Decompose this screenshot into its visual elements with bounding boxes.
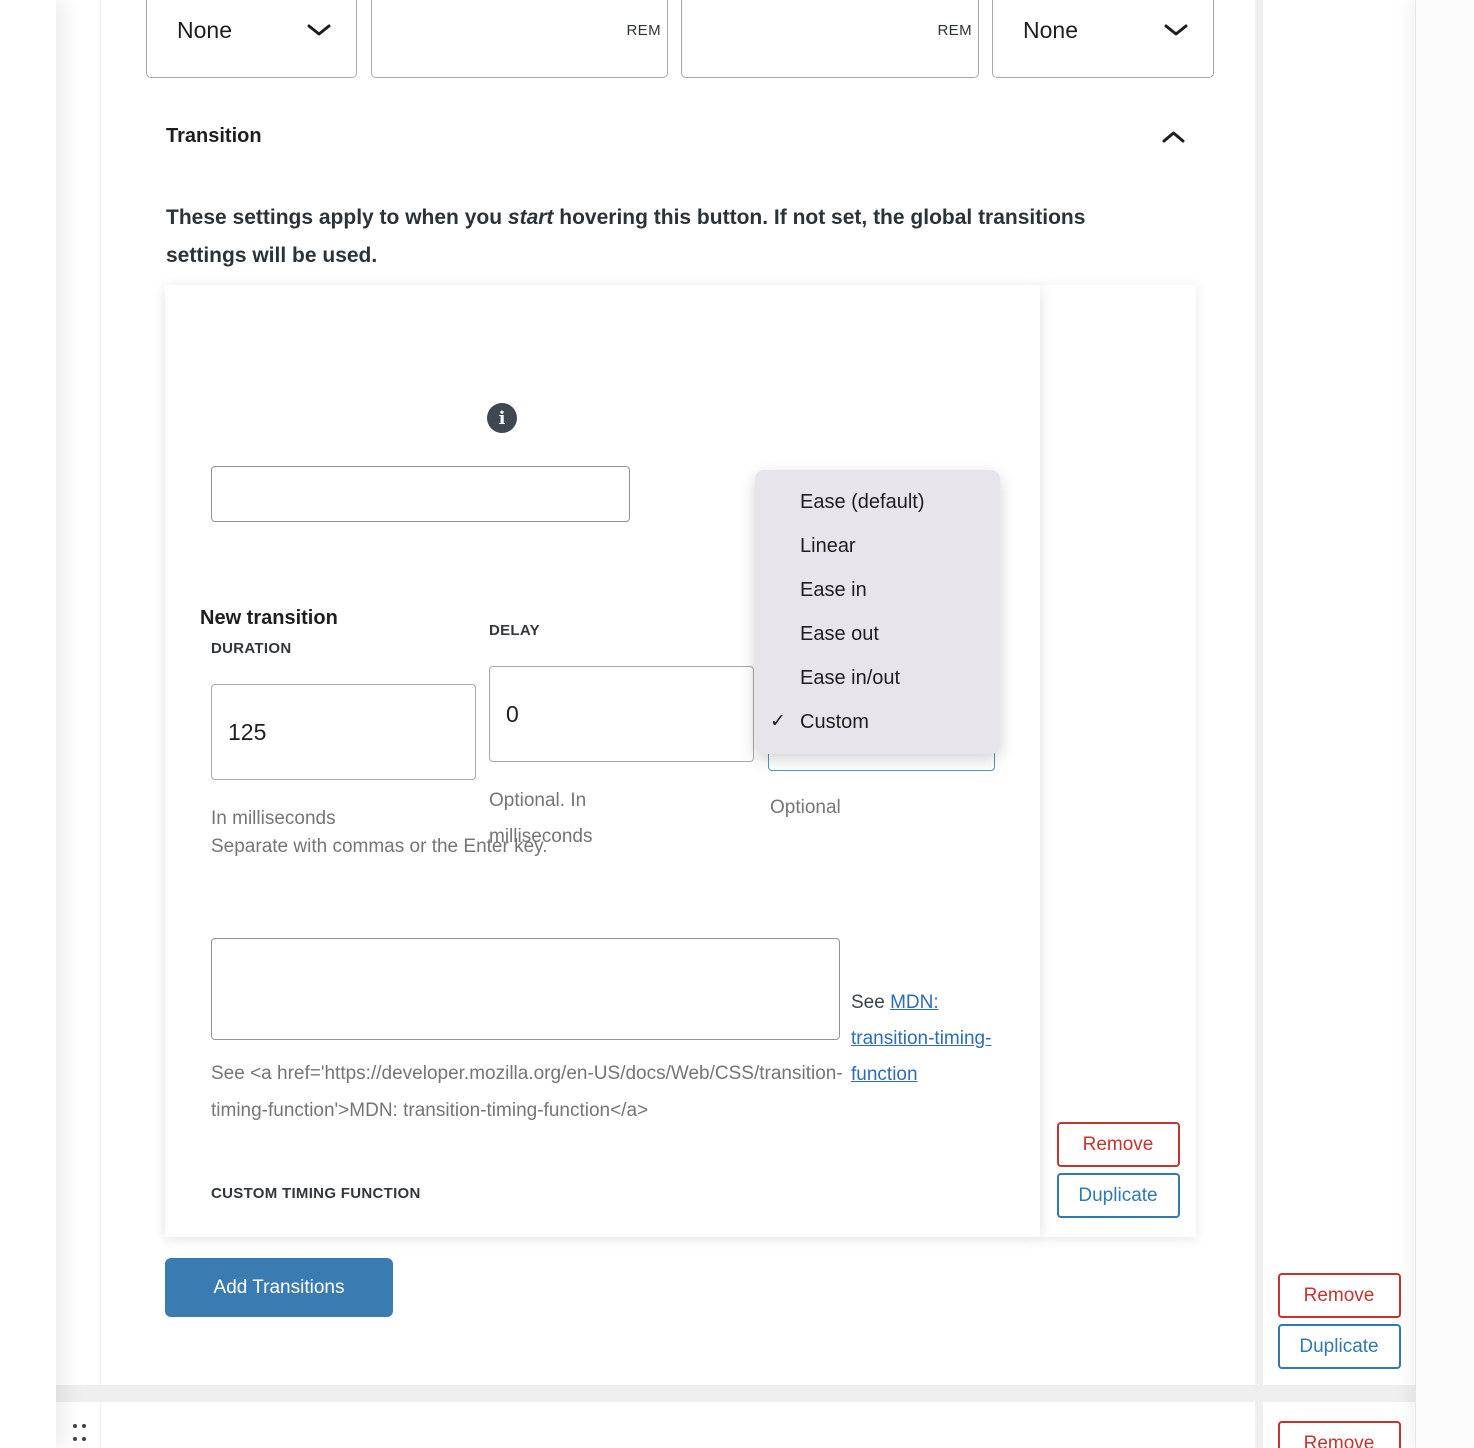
chevron-down-icon bbox=[306, 23, 332, 37]
duplicate-row-button[interactable]: Duplicate bbox=[1278, 1324, 1401, 1369]
info-icon[interactable]: i bbox=[487, 403, 517, 433]
editor-left-panel bbox=[0, 0, 56, 1448]
chevron-down-icon bbox=[1163, 23, 1189, 37]
custom-timing-input[interactable] bbox=[211, 938, 840, 1040]
option-label: Ease (default) bbox=[800, 491, 925, 513]
side-note-text: See bbox=[851, 992, 891, 1013]
dropdown-option-ease-out[interactable] bbox=[755, 612, 1000, 656]
rem-input-1[interactable] bbox=[371, 0, 668, 78]
description-emphasis: start bbox=[507, 206, 554, 229]
rem-unit-label: REM bbox=[626, 21, 661, 39]
duplicate-transition-button[interactable]: Duplicate bbox=[1057, 1173, 1180, 1218]
dropdown-option-linear[interactable] bbox=[755, 524, 1000, 568]
transition-item-actions bbox=[1040, 285, 1196, 1237]
custom-timing-help: See <a href='https://developer.mozilla.org/en-US/docs/Web/CSS/transition-timing-function'>MDN: transition-timing-function</a> bbox=[211, 1063, 843, 1121]
settings-card bbox=[101, 1402, 1255, 1448]
option-label: Ease in/out bbox=[800, 667, 901, 689]
option-label: Custom bbox=[800, 711, 869, 733]
remove-row-button[interactable]: Remove bbox=[1278, 1273, 1401, 1318]
row-actions bbox=[1263, 1402, 1415, 1448]
remove-row-button[interactable]: Remove bbox=[1278, 1421, 1401, 1448]
unit-select-right-value: None bbox=[1023, 16, 1078, 43]
drag-gutter bbox=[56, 1402, 100, 1448]
description-text: These settings apply to when you bbox=[166, 206, 508, 229]
custom-timing-label: CUSTOM TIMING FUNCTION bbox=[211, 1185, 421, 1202]
option-label: Ease out bbox=[800, 623, 879, 645]
drag-gutter bbox=[56, 0, 100, 1385]
row-actions bbox=[1263, 0, 1415, 1385]
transition-description bbox=[166, 199, 1126, 275]
unit-select-left-value: None bbox=[177, 16, 232, 43]
editor-right-panel bbox=[1416, 0, 1474, 1448]
timing-function-hint: Optional bbox=[770, 797, 841, 818]
dropdown-option-ease-in-out[interactable] bbox=[755, 656, 1000, 700]
transition-properties-input[interactable] bbox=[211, 466, 630, 522]
description-text: hovering this button. If not set, the global transitions settings will be used. bbox=[166, 206, 1086, 267]
drag-handle-icon[interactable] bbox=[73, 1424, 86, 1448]
unit-select-right[interactable] bbox=[992, 0, 1214, 78]
option-label: Ease in bbox=[800, 579, 867, 601]
timing-function-dropdown bbox=[755, 470, 1000, 754]
duration-label: DURATION bbox=[211, 640, 292, 657]
rem-unit-label: REM bbox=[937, 21, 972, 39]
collapse-section-button[interactable] bbox=[1161, 129, 1186, 144]
transition-properties-hint: Separate with commas or the Enter key. bbox=[211, 836, 548, 857]
settings-card bbox=[101, 0, 1255, 1385]
duration-input[interactable] bbox=[211, 684, 476, 780]
transition-item-card bbox=[165, 285, 1040, 1237]
remove-transition-button[interactable]: Remove bbox=[1057, 1122, 1180, 1167]
transition-item bbox=[165, 285, 1196, 1237]
duration-hint: In milliseconds bbox=[211, 808, 336, 829]
dropdown-option-ease-default[interactable] bbox=[755, 480, 1000, 524]
option-label: Linear bbox=[800, 535, 856, 557]
checkmark-icon: ✓ bbox=[770, 711, 786, 732]
add-transitions-button[interactable]: Add Transitions bbox=[165, 1258, 393, 1317]
dropdown-option-ease-in[interactable] bbox=[755, 568, 1000, 612]
unit-select-left[interactable] bbox=[146, 0, 357, 78]
rem-input-2[interactable] bbox=[681, 0, 979, 78]
delay-hint: Optional. In milliseconds bbox=[489, 790, 593, 847]
dropdown-option-custom[interactable] bbox=[755, 700, 1000, 744]
transition-section-title: Transition bbox=[166, 125, 262, 147]
delay-label: DELAY bbox=[489, 622, 540, 639]
mdn-side-note bbox=[851, 985, 1001, 1093]
mdn-link[interactable]: MDN: transition-timing-function bbox=[851, 992, 992, 1085]
delay-input[interactable] bbox=[489, 666, 754, 762]
transition-item-title: New transition bbox=[200, 607, 338, 629]
